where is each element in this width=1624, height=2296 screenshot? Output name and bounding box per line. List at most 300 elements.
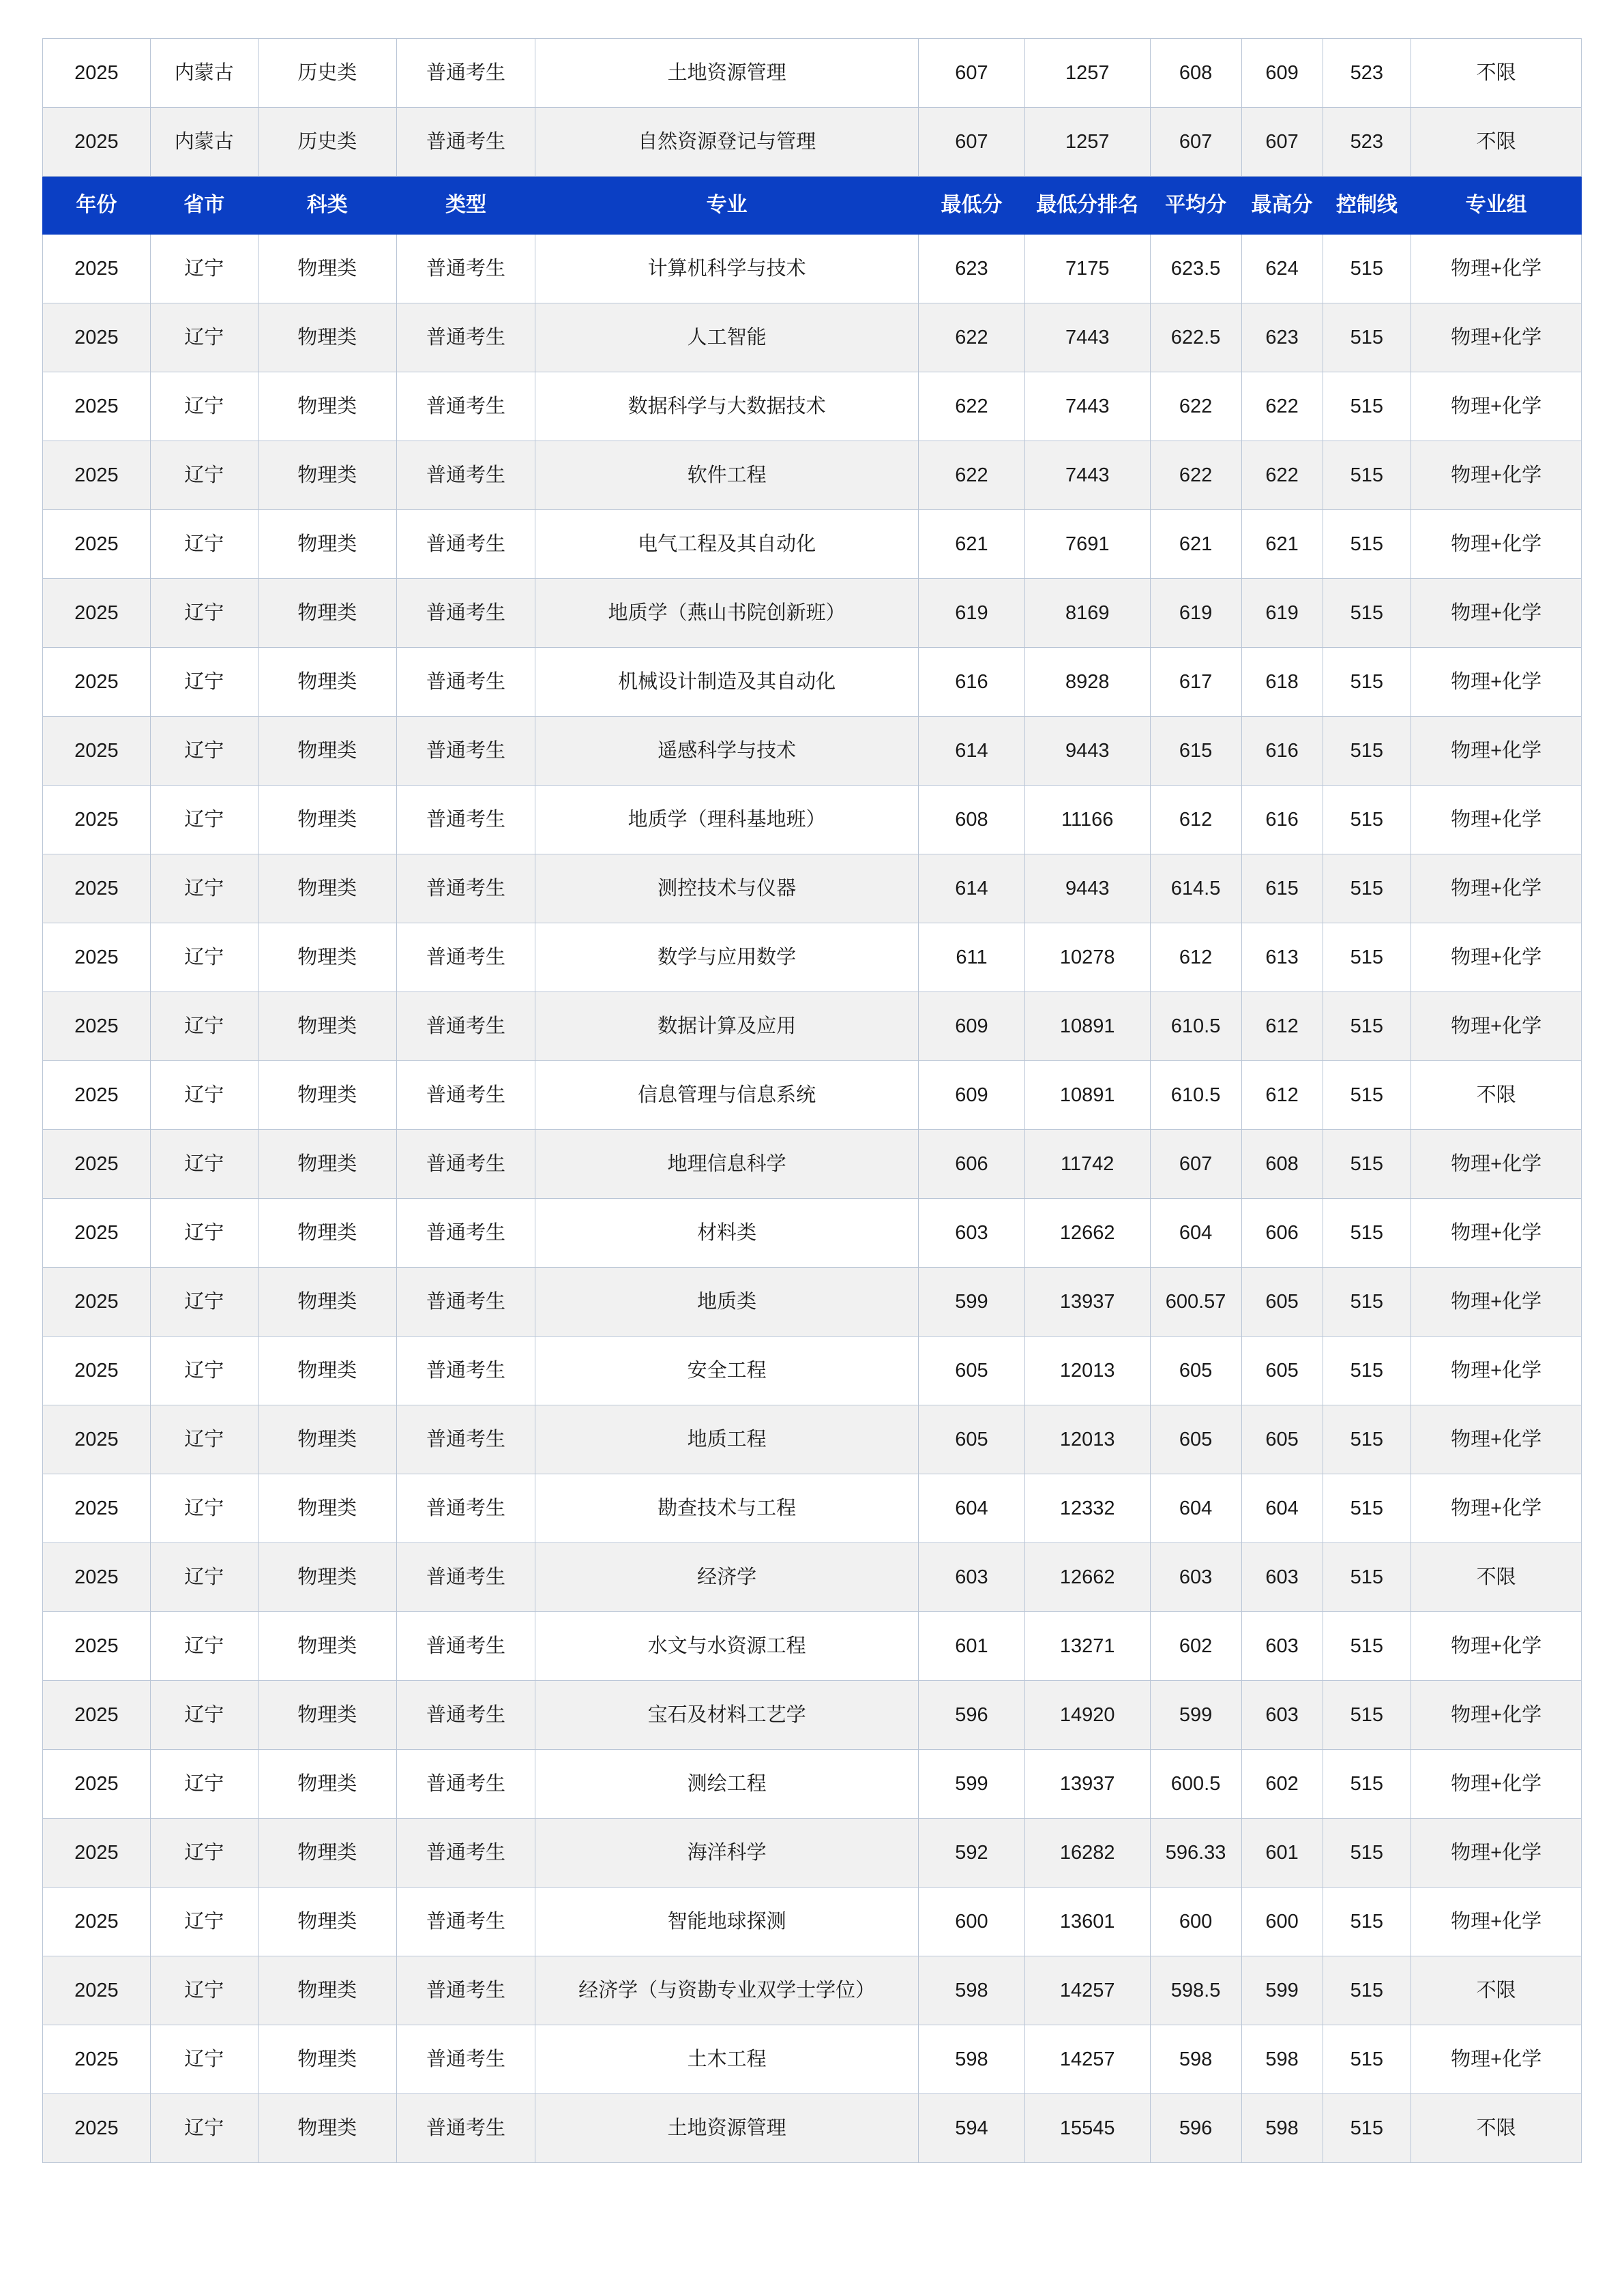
cell-7: 622.5 bbox=[1150, 303, 1241, 372]
cell-5: 608 bbox=[919, 786, 1025, 854]
cell-10: 物理+化学 bbox=[1411, 1819, 1582, 1888]
cell-2: 物理类 bbox=[258, 1061, 396, 1130]
cell-7: 621 bbox=[1150, 510, 1241, 579]
cell-0: 2025 bbox=[43, 717, 151, 786]
cell-0: 2025 bbox=[43, 1612, 151, 1681]
cell-1: 辽宁 bbox=[150, 1750, 258, 1819]
cell-8: 622 bbox=[1241, 441, 1323, 510]
cell-8: 612 bbox=[1241, 1061, 1323, 1130]
cell-7: 608 bbox=[1150, 39, 1241, 108]
cell-0: 2025 bbox=[43, 1819, 151, 1888]
cell-1: 辽宁 bbox=[150, 648, 258, 717]
cell-3: 普通考生 bbox=[396, 510, 535, 579]
cell-1: 辽宁 bbox=[150, 1681, 258, 1750]
cell-7: 605 bbox=[1150, 1405, 1241, 1474]
cell-4: 地质类 bbox=[535, 1268, 919, 1337]
cell-6: 7443 bbox=[1024, 303, 1150, 372]
cell-2: 物理类 bbox=[258, 1612, 396, 1681]
table-row bbox=[43, 1956, 1582, 2025]
cell-10: 物理+化学 bbox=[1411, 1405, 1582, 1474]
cell-7: 603 bbox=[1150, 1543, 1241, 1612]
table-row bbox=[43, 1130, 1582, 1199]
table-row bbox=[43, 1199, 1582, 1268]
cell-0: 2025 bbox=[43, 1681, 151, 1750]
cell-3: 普通考生 bbox=[396, 1612, 535, 1681]
cell-7: 623.5 bbox=[1150, 235, 1241, 303]
cell-2: 物理类 bbox=[258, 992, 396, 1061]
cell-0: 2025 bbox=[43, 648, 151, 717]
cell-3: 普通考生 bbox=[396, 1268, 535, 1337]
cell-1: 辽宁 bbox=[150, 1819, 258, 1888]
cell-3: 普通考生 bbox=[396, 2094, 535, 2163]
cell-2: 物理类 bbox=[258, 441, 396, 510]
cell-0: 2025 bbox=[43, 2025, 151, 2094]
cell-10: 物理+化学 bbox=[1411, 1268, 1582, 1337]
cell-4: 自然资源登记与管理 bbox=[535, 108, 919, 177]
cell-1: 辽宁 bbox=[150, 1337, 258, 1405]
cell-6: 12013 bbox=[1024, 1337, 1150, 1405]
cell-5: 607 bbox=[919, 108, 1025, 177]
cell-3: 普通考生 bbox=[396, 303, 535, 372]
cell-5: 600 bbox=[919, 1888, 1025, 1956]
cell-6: 10891 bbox=[1024, 1061, 1150, 1130]
table-row bbox=[43, 1405, 1582, 1474]
cell-5: 598 bbox=[919, 2025, 1025, 2094]
cell-8: 603 bbox=[1241, 1681, 1323, 1750]
cell-5: 607 bbox=[919, 39, 1025, 108]
table-row bbox=[43, 235, 1582, 303]
cell-7: 604 bbox=[1150, 1199, 1241, 1268]
cell-0: 2025 bbox=[43, 1405, 151, 1474]
table-row bbox=[43, 786, 1582, 854]
cell-6: 7175 bbox=[1024, 235, 1150, 303]
cell-9: 515 bbox=[1323, 648, 1411, 717]
cell-0: 2025 bbox=[43, 1268, 151, 1337]
table-row bbox=[43, 1474, 1582, 1543]
cell-0: 2025 bbox=[43, 1543, 151, 1612]
cell-1: 辽宁 bbox=[150, 1268, 258, 1337]
cell-10: 不限 bbox=[1411, 39, 1582, 108]
cell-6: 12662 bbox=[1024, 1199, 1150, 1268]
table-row bbox=[43, 1612, 1582, 1681]
cell-9: 515 bbox=[1323, 1612, 1411, 1681]
cell-10: 物理+化学 bbox=[1411, 786, 1582, 854]
cell-8: 605 bbox=[1241, 1268, 1323, 1337]
cell-7: 617 bbox=[1150, 648, 1241, 717]
cell-5: 622 bbox=[919, 441, 1025, 510]
cell-2: 物理类 bbox=[258, 923, 396, 992]
cell-8: 603 bbox=[1241, 1543, 1323, 1612]
cell-1: 辽宁 bbox=[150, 1612, 258, 1681]
cell-9: 515 bbox=[1323, 1956, 1411, 2025]
cell-6: 7443 bbox=[1024, 372, 1150, 441]
cell-6: 12013 bbox=[1024, 1405, 1150, 1474]
cell-10: 物理+化学 bbox=[1411, 372, 1582, 441]
cell-7: 599 bbox=[1150, 1681, 1241, 1750]
cell-10: 物理+化学 bbox=[1411, 579, 1582, 648]
cell-3: 普通考生 bbox=[396, 923, 535, 992]
cell-1: 辽宁 bbox=[150, 992, 258, 1061]
cell-4: 机械设计制造及其自动化 bbox=[535, 648, 919, 717]
cell-9: 515 bbox=[1323, 1337, 1411, 1405]
table-row bbox=[43, 2025, 1582, 2094]
cell-8: 619 bbox=[1241, 579, 1323, 648]
cell-3: 普通考生 bbox=[396, 579, 535, 648]
cell-5: 604 bbox=[919, 1474, 1025, 1543]
cell-10: 物理+化学 bbox=[1411, 1199, 1582, 1268]
cell-6: 14257 bbox=[1024, 2025, 1150, 2094]
cell-3: 普通考生 bbox=[396, 1543, 535, 1612]
cell-1: 辽宁 bbox=[150, 1061, 258, 1130]
cell-5: 603 bbox=[919, 1543, 1025, 1612]
cell-5: 619 bbox=[919, 579, 1025, 648]
cell-9: 515 bbox=[1323, 1681, 1411, 1750]
cell-10: 物理+化学 bbox=[1411, 1888, 1582, 1956]
cell-0: 2025 bbox=[43, 235, 151, 303]
cell-2: 物理类 bbox=[258, 1819, 396, 1888]
cell-2: 物理类 bbox=[258, 717, 396, 786]
cell-5: 601 bbox=[919, 1612, 1025, 1681]
cell-3: 普通考生 bbox=[396, 39, 535, 108]
cell-1: 辽宁 bbox=[150, 235, 258, 303]
cell-2: 物理类 bbox=[258, 1750, 396, 1819]
cell-5: 594 bbox=[919, 2094, 1025, 2163]
cell-4: 经济学 bbox=[535, 1543, 919, 1612]
cell-6: 1257 bbox=[1024, 39, 1150, 108]
cell-0: 2025 bbox=[43, 108, 151, 177]
column-header-8: 最高分 bbox=[1241, 177, 1323, 235]
cell-3: 普通考生 bbox=[396, 854, 535, 923]
cell-4: 安全工程 bbox=[535, 1337, 919, 1405]
cell-6: 11166 bbox=[1024, 786, 1150, 854]
cell-10: 不限 bbox=[1411, 108, 1582, 177]
column-header-4: 专业 bbox=[535, 177, 919, 235]
column-header-3: 类型 bbox=[396, 177, 535, 235]
cell-2: 物理类 bbox=[258, 1337, 396, 1405]
cell-8: 598 bbox=[1241, 2025, 1323, 2094]
cell-9: 515 bbox=[1323, 1130, 1411, 1199]
cell-9: 515 bbox=[1323, 1268, 1411, 1337]
cell-0: 2025 bbox=[43, 1956, 151, 2025]
cell-9: 515 bbox=[1323, 2025, 1411, 2094]
cell-0: 2025 bbox=[43, 786, 151, 854]
cell-9: 515 bbox=[1323, 1543, 1411, 1612]
cell-9: 523 bbox=[1323, 39, 1411, 108]
cell-9: 515 bbox=[1323, 441, 1411, 510]
cell-7: 612 bbox=[1150, 786, 1241, 854]
cell-2: 物理类 bbox=[258, 854, 396, 923]
cell-0: 2025 bbox=[43, 39, 151, 108]
cell-10: 物理+化学 bbox=[1411, 1130, 1582, 1199]
cell-9: 515 bbox=[1323, 717, 1411, 786]
cell-9: 515 bbox=[1323, 786, 1411, 854]
cell-10: 物理+化学 bbox=[1411, 1681, 1582, 1750]
cell-1: 内蒙古 bbox=[150, 39, 258, 108]
cell-0: 2025 bbox=[43, 1888, 151, 1956]
cell-10: 物理+化学 bbox=[1411, 648, 1582, 717]
cell-4: 土地资源管理 bbox=[535, 39, 919, 108]
cell-9: 515 bbox=[1323, 303, 1411, 372]
cell-3: 普通考生 bbox=[396, 108, 535, 177]
cell-6: 13937 bbox=[1024, 1750, 1150, 1819]
cell-1: 辽宁 bbox=[150, 303, 258, 372]
cell-0: 2025 bbox=[43, 1474, 151, 1543]
cell-3: 普通考生 bbox=[396, 2025, 535, 2094]
cell-4: 计算机科学与技术 bbox=[535, 235, 919, 303]
cell-2: 历史类 bbox=[258, 39, 396, 108]
cell-1: 辽宁 bbox=[150, 579, 258, 648]
cell-8: 601 bbox=[1241, 1819, 1323, 1888]
cell-2: 物理类 bbox=[258, 648, 396, 717]
column-header-2: 科类 bbox=[258, 177, 396, 235]
cell-2: 物理类 bbox=[258, 235, 396, 303]
cell-9: 515 bbox=[1323, 1750, 1411, 1819]
cell-1: 辽宁 bbox=[150, 1543, 258, 1612]
cell-2: 物理类 bbox=[258, 786, 396, 854]
cell-8: 623 bbox=[1241, 303, 1323, 372]
cell-5: 598 bbox=[919, 1956, 1025, 2025]
cell-5: 622 bbox=[919, 303, 1025, 372]
cell-2: 物理类 bbox=[258, 372, 396, 441]
cell-1: 辽宁 bbox=[150, 510, 258, 579]
cell-1: 辽宁 bbox=[150, 1474, 258, 1543]
cell-0: 2025 bbox=[43, 510, 151, 579]
cell-0: 2025 bbox=[43, 1199, 151, 1268]
cell-4: 地理信息科学 bbox=[535, 1130, 919, 1199]
cell-4: 经济学（与资勘专业双学士学位） bbox=[535, 1956, 919, 2025]
cell-2: 物理类 bbox=[258, 1405, 396, 1474]
cell-7: 602 bbox=[1150, 1612, 1241, 1681]
cell-5: 621 bbox=[919, 510, 1025, 579]
cell-6: 10278 bbox=[1024, 923, 1150, 992]
cell-3: 普通考生 bbox=[396, 717, 535, 786]
cell-4: 勘查技术与工程 bbox=[535, 1474, 919, 1543]
cell-9: 515 bbox=[1323, 992, 1411, 1061]
table-row bbox=[43, 108, 1582, 177]
cell-5: 609 bbox=[919, 992, 1025, 1061]
cell-3: 普通考生 bbox=[396, 1405, 535, 1474]
cell-10: 物理+化学 bbox=[1411, 1337, 1582, 1405]
cell-7: 607 bbox=[1150, 1130, 1241, 1199]
cell-5: 622 bbox=[919, 372, 1025, 441]
table-row bbox=[43, 923, 1582, 992]
cell-7: 614.5 bbox=[1150, 854, 1241, 923]
cell-5: 596 bbox=[919, 1681, 1025, 1750]
cell-4: 地质学（理科基地班） bbox=[535, 786, 919, 854]
cell-9: 515 bbox=[1323, 510, 1411, 579]
cell-5: 623 bbox=[919, 235, 1025, 303]
cell-2: 物理类 bbox=[258, 1681, 396, 1750]
cell-8: 606 bbox=[1241, 1199, 1323, 1268]
cell-0: 2025 bbox=[43, 441, 151, 510]
cell-4: 人工智能 bbox=[535, 303, 919, 372]
table-row bbox=[43, 1268, 1582, 1337]
cell-0: 2025 bbox=[43, 1337, 151, 1405]
cell-8: 600 bbox=[1241, 1888, 1323, 1956]
column-header-10: 专业组 bbox=[1411, 177, 1582, 235]
cell-9: 515 bbox=[1323, 1061, 1411, 1130]
cell-6: 14257 bbox=[1024, 1956, 1150, 2025]
cell-2: 物理类 bbox=[258, 2025, 396, 2094]
cell-8: 615 bbox=[1241, 854, 1323, 923]
cell-2: 物理类 bbox=[258, 1956, 396, 2025]
table-header-row bbox=[43, 177, 1582, 235]
cell-3: 普通考生 bbox=[396, 1337, 535, 1405]
table-row bbox=[43, 2094, 1582, 2163]
cell-8: 621 bbox=[1241, 510, 1323, 579]
cell-6: 1257 bbox=[1024, 108, 1150, 177]
cell-8: 616 bbox=[1241, 786, 1323, 854]
cell-10: 物理+化学 bbox=[1411, 441, 1582, 510]
table-body bbox=[43, 39, 1582, 2163]
cell-0: 2025 bbox=[43, 923, 151, 992]
cell-10: 物理+化学 bbox=[1411, 854, 1582, 923]
cell-3: 普通考生 bbox=[396, 786, 535, 854]
cell-7: 600.57 bbox=[1150, 1268, 1241, 1337]
cell-10: 物理+化学 bbox=[1411, 303, 1582, 372]
cell-0: 2025 bbox=[43, 579, 151, 648]
cell-10: 物理+化学 bbox=[1411, 1750, 1582, 1819]
cell-9: 515 bbox=[1323, 1888, 1411, 1956]
cell-3: 普通考生 bbox=[396, 1474, 535, 1543]
cell-3: 普通考生 bbox=[396, 1681, 535, 1750]
cell-9: 515 bbox=[1323, 1474, 1411, 1543]
cell-5: 606 bbox=[919, 1130, 1025, 1199]
cell-10: 物理+化学 bbox=[1411, 1474, 1582, 1543]
cell-4: 数据计算及应用 bbox=[535, 992, 919, 1061]
cell-9: 515 bbox=[1323, 1405, 1411, 1474]
cell-2: 物理类 bbox=[258, 1543, 396, 1612]
cell-1: 辽宁 bbox=[150, 786, 258, 854]
cell-9: 515 bbox=[1323, 372, 1411, 441]
cell-10: 物理+化学 bbox=[1411, 717, 1582, 786]
cell-5: 609 bbox=[919, 1061, 1025, 1130]
table-row bbox=[43, 441, 1582, 510]
cell-4: 数学与应用数学 bbox=[535, 923, 919, 992]
cell-1: 辽宁 bbox=[150, 1199, 258, 1268]
cell-5: 614 bbox=[919, 854, 1025, 923]
cell-2: 物理类 bbox=[258, 2094, 396, 2163]
cell-8: 607 bbox=[1241, 108, 1323, 177]
cell-6: 10891 bbox=[1024, 992, 1150, 1061]
cell-6: 12662 bbox=[1024, 1543, 1150, 1612]
cell-6: 11742 bbox=[1024, 1130, 1150, 1199]
cell-4: 智能地球探测 bbox=[535, 1888, 919, 1956]
cell-8: 622 bbox=[1241, 372, 1323, 441]
cell-1: 辽宁 bbox=[150, 2025, 258, 2094]
table-row bbox=[43, 39, 1582, 108]
cell-2: 物理类 bbox=[258, 1474, 396, 1543]
cell-6: 8169 bbox=[1024, 579, 1150, 648]
cell-4: 数据科学与大数据技术 bbox=[535, 372, 919, 441]
cell-10: 不限 bbox=[1411, 1956, 1582, 2025]
cell-2: 物理类 bbox=[258, 303, 396, 372]
cell-6: 14920 bbox=[1024, 1681, 1150, 1750]
table-row bbox=[43, 372, 1582, 441]
cell-4: 宝石及材料工艺学 bbox=[535, 1681, 919, 1750]
cell-7: 596.33 bbox=[1150, 1819, 1241, 1888]
cell-10: 物理+化学 bbox=[1411, 235, 1582, 303]
cell-0: 2025 bbox=[43, 1750, 151, 1819]
cell-6: 13601 bbox=[1024, 1888, 1150, 1956]
table-row bbox=[43, 1337, 1582, 1405]
cell-4: 软件工程 bbox=[535, 441, 919, 510]
cell-4: 电气工程及其自动化 bbox=[535, 510, 919, 579]
cell-7: 596 bbox=[1150, 2094, 1241, 2163]
table-row bbox=[43, 1750, 1582, 1819]
table-row bbox=[43, 854, 1582, 923]
cell-8: 602 bbox=[1241, 1750, 1323, 1819]
cell-5: 603 bbox=[919, 1199, 1025, 1268]
cell-0: 2025 bbox=[43, 303, 151, 372]
cell-6: 9443 bbox=[1024, 717, 1150, 786]
table-row bbox=[43, 1061, 1582, 1130]
table-row bbox=[43, 579, 1582, 648]
cell-8: 609 bbox=[1241, 39, 1323, 108]
cell-4: 水文与水资源工程 bbox=[535, 1612, 919, 1681]
cell-5: 592 bbox=[919, 1819, 1025, 1888]
cell-3: 普通考生 bbox=[396, 441, 535, 510]
cell-1: 辽宁 bbox=[150, 441, 258, 510]
cell-9: 515 bbox=[1323, 1199, 1411, 1268]
cell-1: 辽宁 bbox=[150, 923, 258, 992]
cell-10: 物理+化学 bbox=[1411, 992, 1582, 1061]
table-row bbox=[43, 1681, 1582, 1750]
cell-1: 辽宁 bbox=[150, 854, 258, 923]
cell-7: 604 bbox=[1150, 1474, 1241, 1543]
cell-4: 土地资源管理 bbox=[535, 2094, 919, 2163]
cell-8: 604 bbox=[1241, 1474, 1323, 1543]
cell-4: 海洋科学 bbox=[535, 1819, 919, 1888]
table-row bbox=[43, 303, 1582, 372]
cell-10: 物理+化学 bbox=[1411, 1612, 1582, 1681]
cell-7: 607 bbox=[1150, 108, 1241, 177]
cell-9: 515 bbox=[1323, 579, 1411, 648]
cell-7: 610.5 bbox=[1150, 992, 1241, 1061]
cell-8: 608 bbox=[1241, 1130, 1323, 1199]
cell-3: 普通考生 bbox=[396, 992, 535, 1061]
cell-0: 2025 bbox=[43, 992, 151, 1061]
cell-1: 辽宁 bbox=[150, 717, 258, 786]
cell-1: 内蒙古 bbox=[150, 108, 258, 177]
cell-6: 13937 bbox=[1024, 1268, 1150, 1337]
cell-8: 618 bbox=[1241, 648, 1323, 717]
cell-1: 辽宁 bbox=[150, 1956, 258, 2025]
cell-2: 物理类 bbox=[258, 579, 396, 648]
cell-7: 622 bbox=[1150, 441, 1241, 510]
cell-10: 物理+化学 bbox=[1411, 923, 1582, 992]
cell-7: 615 bbox=[1150, 717, 1241, 786]
cell-3: 普通考生 bbox=[396, 235, 535, 303]
cell-4: 土木工程 bbox=[535, 2025, 919, 2094]
cell-9: 515 bbox=[1323, 235, 1411, 303]
table-row bbox=[43, 648, 1582, 717]
cell-3: 普通考生 bbox=[396, 1199, 535, 1268]
cell-9: 515 bbox=[1323, 1819, 1411, 1888]
cell-5: 599 bbox=[919, 1268, 1025, 1337]
cell-4: 测绘工程 bbox=[535, 1750, 919, 1819]
cell-3: 普通考生 bbox=[396, 1819, 535, 1888]
cell-6: 8928 bbox=[1024, 648, 1150, 717]
cell-5: 605 bbox=[919, 1337, 1025, 1405]
table-row bbox=[43, 510, 1582, 579]
table-row bbox=[43, 1543, 1582, 1612]
cell-8: 605 bbox=[1241, 1337, 1323, 1405]
cell-9: 515 bbox=[1323, 923, 1411, 992]
table-row bbox=[43, 1819, 1582, 1888]
cell-1: 辽宁 bbox=[150, 372, 258, 441]
cell-5: 599 bbox=[919, 1750, 1025, 1819]
